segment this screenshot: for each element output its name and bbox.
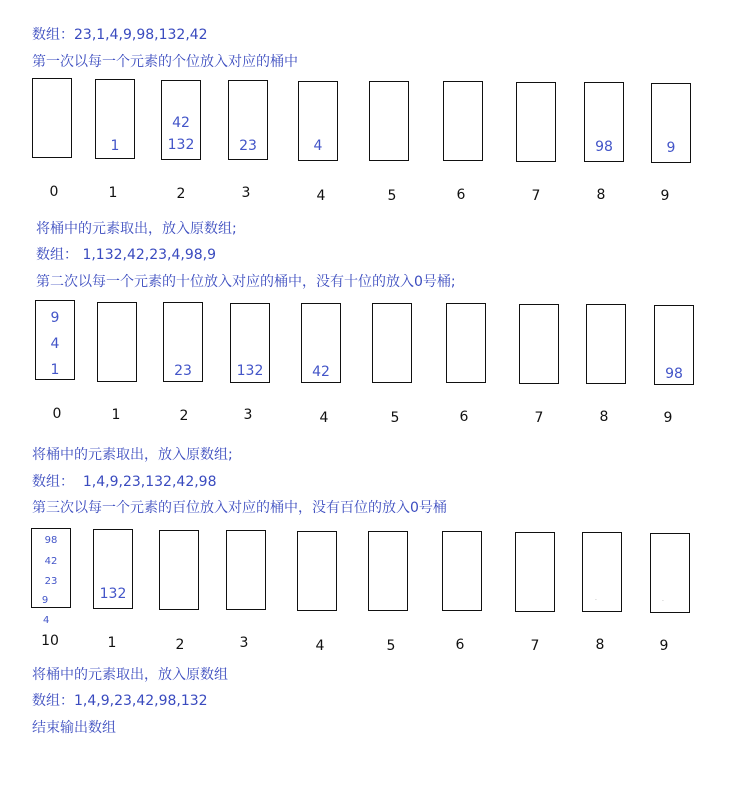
bucket-p1-7 bbox=[516, 82, 556, 162]
bucket-index: 9 bbox=[659, 638, 669, 654]
bucket-value: 4 bbox=[50, 336, 60, 352]
bucket-index: 2 bbox=[175, 637, 185, 653]
bucket-index: 6 bbox=[456, 187, 466, 203]
bucket-overflow-value: 4 bbox=[43, 615, 50, 626]
bucket-p2-6 bbox=[446, 303, 486, 383]
bucket-p2-3 bbox=[230, 303, 270, 383]
bucket-p2-5 bbox=[372, 303, 412, 383]
pass2-array: 数组： 1,4,9,23,132,42,98 bbox=[32, 474, 217, 490]
bucket-p2-4 bbox=[301, 303, 341, 383]
pass2-take: 将桶中的元素取出，放入原数组; bbox=[32, 447, 233, 463]
bucket-index: 7 bbox=[534, 410, 544, 426]
bucket-index: 8 bbox=[595, 637, 605, 653]
bucket-p2-2 bbox=[163, 302, 203, 382]
speck-mark: · bbox=[595, 597, 597, 604]
bucket-p2-8 bbox=[586, 304, 626, 384]
bucket-value: 23 bbox=[239, 138, 257, 154]
bucket-value: 1 bbox=[110, 138, 120, 154]
pass2-description: 第二次以每一个元素的十位放入对应的桶中，没有十位的放入0号桶; bbox=[36, 274, 456, 290]
bucket-p3-8 bbox=[582, 532, 622, 612]
pass3-array: 数组：1,4,9,23,42,98,132 bbox=[32, 693, 208, 709]
bucket-p3-6 bbox=[442, 531, 482, 611]
pass1-array: 数组： 1,132,42,23,4,98,9 bbox=[36, 247, 217, 263]
bucket-index: 3 bbox=[243, 407, 253, 423]
bucket-value: 98 bbox=[595, 139, 613, 155]
bucket-index: 9 bbox=[660, 188, 670, 204]
bucket-p1-4 bbox=[298, 81, 338, 161]
pass3-take: 将桶中的元素取出，放入原数组 bbox=[32, 667, 228, 683]
pass1-description: 第一次以每一个元素的个位放入对应的桶中 bbox=[32, 54, 298, 70]
bucket-index: 0 bbox=[49, 184, 59, 200]
speck-mark: · bbox=[662, 598, 664, 605]
bucket-value: 1 bbox=[50, 362, 60, 378]
bucket-p1-6 bbox=[443, 81, 483, 161]
bucket-p3-2 bbox=[159, 530, 199, 610]
bucket-p3-4 bbox=[297, 531, 337, 611]
bucket-value: 9 bbox=[41, 595, 49, 606]
bucket-p1-1 bbox=[95, 79, 135, 159]
bucket-index: 8 bbox=[599, 409, 609, 425]
bucket-index: 3 bbox=[241, 185, 251, 201]
bucket-index: 2 bbox=[176, 186, 186, 202]
bucket-value: 98 bbox=[44, 535, 58, 546]
array-initial: 数组：23,1,4,9,98,132,42 bbox=[32, 27, 208, 43]
bucket-p3-9 bbox=[650, 533, 690, 613]
bucket-index: 6 bbox=[455, 637, 465, 653]
bucket-index: 8 bbox=[596, 187, 606, 203]
bucket-p3-0 bbox=[31, 528, 71, 608]
bucket-value: 4 bbox=[313, 138, 323, 154]
bucket-p1-2 bbox=[161, 80, 201, 160]
bucket-index: 5 bbox=[390, 410, 400, 426]
bucket-p3-3 bbox=[226, 530, 266, 610]
bucket-index: 2 bbox=[179, 408, 189, 424]
bucket-index: 7 bbox=[530, 638, 540, 654]
bucket-p2-1 bbox=[97, 302, 137, 382]
bucket-p3-7 bbox=[515, 532, 555, 612]
pass1-take: 将桶中的元素取出，放入原数组; bbox=[36, 221, 237, 237]
pass3-description: 第三次以每一个元素的百位放入对应的桶中，没有百位的放入0号桶 bbox=[32, 500, 447, 516]
bucket-index: 6 bbox=[459, 409, 469, 425]
bucket-p2-0 bbox=[35, 300, 75, 380]
bucket-index: 3 bbox=[239, 635, 249, 651]
bucket-index: 10 bbox=[41, 633, 59, 649]
bucket-p2-7 bbox=[519, 304, 559, 384]
bucket-index: 4 bbox=[319, 410, 329, 426]
bucket-p2-9 bbox=[654, 305, 694, 385]
bucket-index: 4 bbox=[316, 188, 326, 204]
end-text: 结束输出数组 bbox=[32, 720, 116, 736]
bucket-index: 4 bbox=[315, 638, 325, 654]
bucket-value: 42 bbox=[172, 115, 190, 131]
bucket-value: 42 bbox=[312, 364, 330, 380]
bucket-index: 1 bbox=[108, 185, 118, 201]
bucket-value: 132 bbox=[167, 137, 195, 153]
bucket-p1-0 bbox=[32, 78, 72, 158]
bucket-index: 5 bbox=[387, 188, 397, 204]
bucket-value: 23 bbox=[174, 363, 192, 379]
bucket-value: 9 bbox=[50, 310, 60, 326]
bucket-index: 9 bbox=[663, 410, 673, 426]
bucket-index: 5 bbox=[386, 638, 396, 654]
bucket-p1-5 bbox=[369, 81, 409, 161]
bucket-index: 1 bbox=[107, 635, 117, 651]
bucket-p1-8 bbox=[584, 82, 624, 162]
bucket-p1-3 bbox=[228, 80, 268, 160]
bucket-value: 98 bbox=[665, 366, 683, 382]
bucket-value: 132 bbox=[99, 586, 127, 602]
bucket-p1-9 bbox=[651, 83, 691, 163]
bucket-value: 132 bbox=[236, 363, 264, 379]
bucket-value: 9 bbox=[666, 140, 676, 156]
bucket-index: 7 bbox=[531, 188, 541, 204]
bucket-value: 23 bbox=[44, 576, 58, 587]
bucket-p3-5 bbox=[368, 531, 408, 611]
bucket-index: 1 bbox=[111, 407, 121, 423]
bucket-p3-1 bbox=[93, 529, 133, 609]
bucket-index: 0 bbox=[52, 406, 62, 422]
bucket-value: 42 bbox=[44, 556, 58, 567]
